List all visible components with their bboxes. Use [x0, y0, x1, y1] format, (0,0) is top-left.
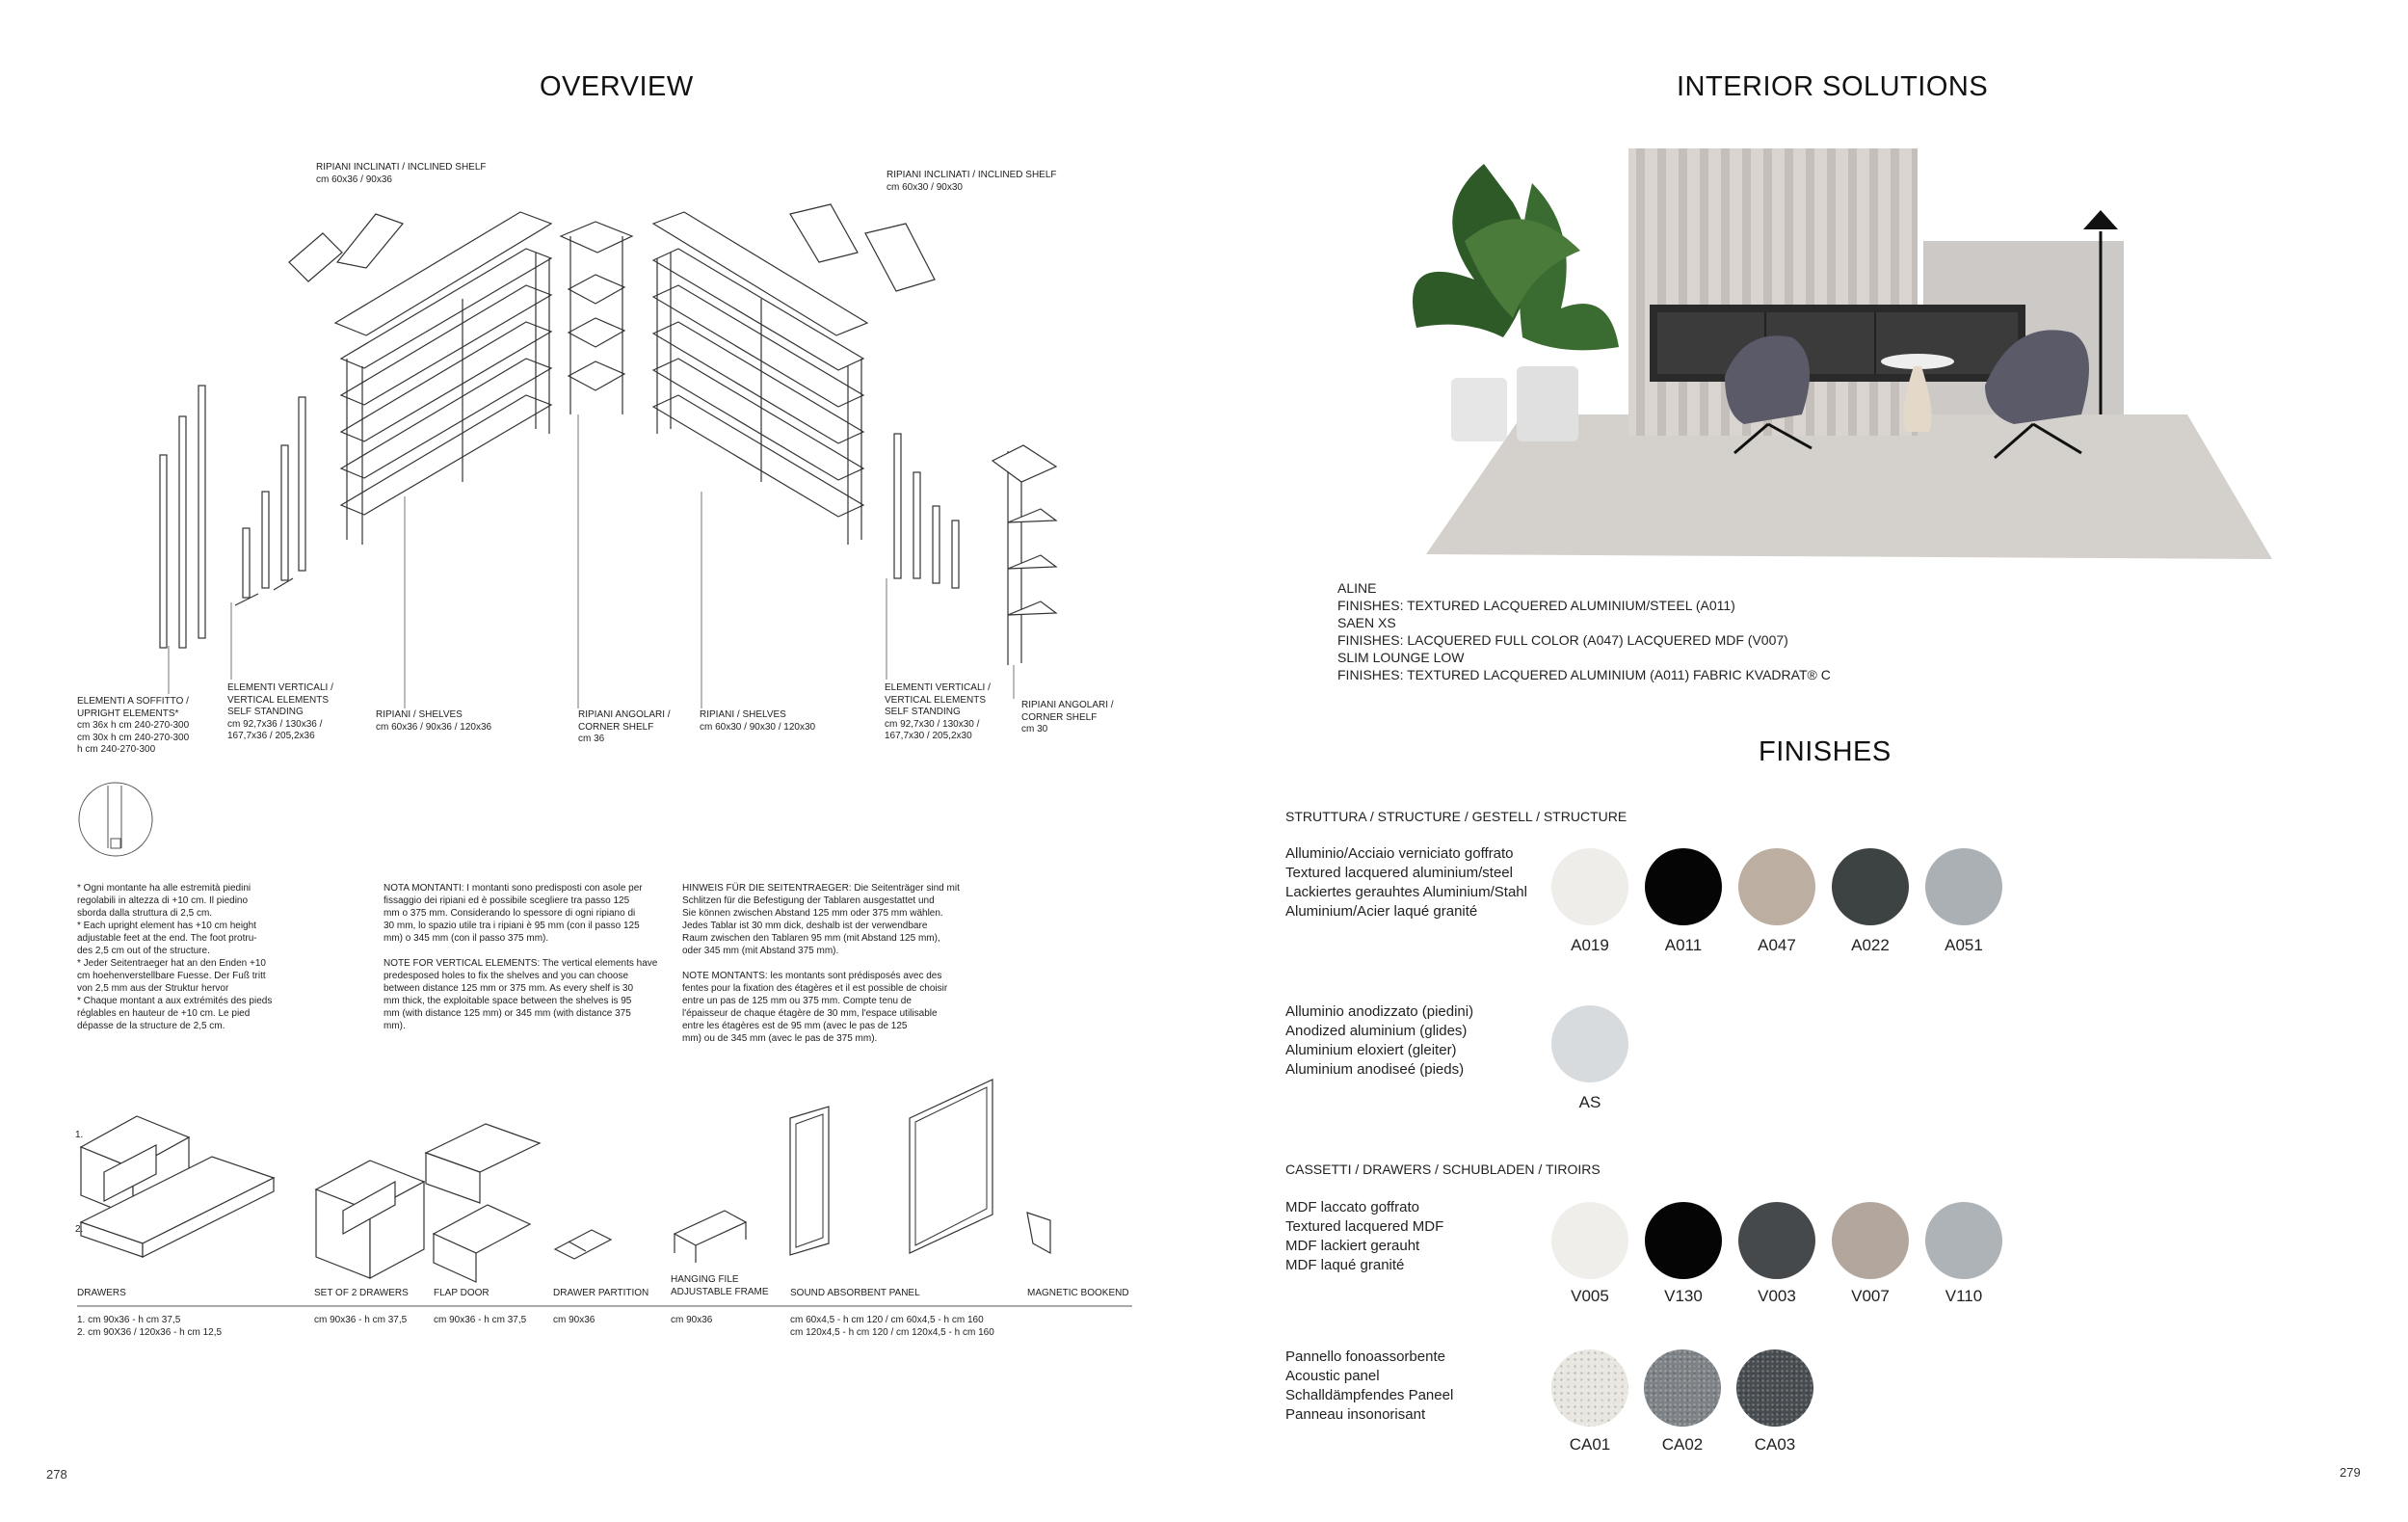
code-v130: V130: [1664, 1287, 1703, 1305]
swatch-ca02: [1644, 1349, 1721, 1427]
label-inclined-shelf-b: RIPIANI INCLINATI / INCLINED SHELF cm 60x30 / 90x30: [886, 170, 1057, 193]
step-2-label: 2.: [75, 1224, 84, 1235]
swatch-v130: [1645, 1202, 1722, 1279]
swatch-ca01: [1551, 1349, 1628, 1427]
code-as: AS: [1578, 1093, 1601, 1111]
swatch-as: [1551, 1005, 1628, 1082]
swatch-a051: [1925, 848, 2002, 925]
sound-panel-small-drawing: [790, 1107, 829, 1255]
notes-col-2: NOTA MONTANTI: I montanti sono predisposti con asole per fissaggio dei ripiani ed è possibile scegliere tra passo 125 mm o 375 mm. Considerando lo spessore di ogni ripiano di 30 mm, lo spazio utile tra i ripiani è 95 mm (con il passo 125 mm) o 345 mm (con il passo 375 mm). NOTE FOR VERTICAL ELEMENTS: The vertical elements have predesposed holes to fix the shelves and you can choose between distance 125 mm or 375 mm. As every shelf is 30 mm thick, the exploitable space between the shelves is 95 mm (with distance 125 mm) or 345 mm (with distance 375 mm).: [384, 883, 658, 1031]
interior-solutions-title: INTERIOR SOLUTIONS: [1677, 71, 1989, 102]
label-inclined-shelf-a: RIPIANI INCLINATI / INCLINED SHELF cm 60x36 / 90x36: [316, 162, 487, 185]
label-corner-shelf-a: RIPIANI ANGOLARI / CORNER SHELF cm 36: [578, 709, 671, 744]
drawers-group1-desc: MDF laccato goffrato Textured lacquered MDF MDF lackiert gerauht MDF laqué granité: [1285, 1199, 1444, 1273]
code-v003: V003: [1758, 1287, 1796, 1305]
acc-set-of-2-drawers-label: SET OF 2 DRAWERS: [314, 1288, 409, 1298]
acc-magnetic-bookend-label: MAGNETIC BOOKEND: [1027, 1288, 1129, 1298]
page-number-left: 278: [46, 1467, 67, 1482]
set-of-2-drawers-drawing: [316, 1161, 424, 1278]
swatch-a047: [1738, 848, 1815, 925]
structure-group1-desc: Alluminio/Acciaio verniciato goffrato Textured lacquered aluminium/steel Lackiertes gerauhtes Aluminium/Stahl Aluminium/Acier laqué granité: [1285, 845, 1527, 920]
acc-drawers-label: DRAWERS: [77, 1288, 126, 1298]
code-a047: A047: [1758, 936, 1796, 954]
acc-drawer-partition-label: DRAWER PARTITION: [553, 1288, 649, 1298]
code-ca02: CA02: [1661, 1435, 1704, 1454]
label-shelves-b: RIPIANI / SHELVES cm 60x30 / 90x30 / 120x30: [700, 709, 816, 733]
swatch-a019: [1551, 848, 1628, 925]
code-a011: A011: [1664, 936, 1703, 954]
acc-flap-door-label: FLAP DOOR: [434, 1288, 490, 1298]
flap-door-drawing: [426, 1124, 540, 1282]
label-vertical-elements-a: ELEMENTI VERTICALI / VERTICAL ELEMENTS SELF STANDING cm 92,7x36 / 130x36 / 167,7x36 / 205,2x36: [227, 682, 333, 741]
plants: [1413, 164, 1619, 441]
label-shelves-a: RIPIANI / SHELVES cm 60x36 / 90x36 / 120x36: [376, 709, 492, 733]
label-ceiling-elements: ELEMENTI A SOFFITTO / UPRIGHT ELEMENTS* cm 36x h cm 240-270-300 cm 30x h cm 240-270-300 h cm 240-270-300: [77, 696, 190, 755]
label-corner-shelf-b: RIPIANI ANGOLARI / CORNER SHELF cm 30: [1021, 700, 1114, 734]
swatch-ca03: [1736, 1349, 1813, 1427]
step-1-label: 1.: [75, 1130, 84, 1140]
code-a051: A051: [1945, 936, 1983, 954]
acc-sound-panel-dims: cm 60x4,5 - h cm 120 / cm 60x4,5 - h cm 160 cm 120x4,5 - h cm 120 / cm 120x4,5 - h cm 160: [790, 1315, 994, 1338]
code-ca01: CA01: [1569, 1435, 1611, 1454]
notes-col-1: * Ogni montante ha alle estremità piedini regolabili in altezza di +10 cm. Il piedino sborda dalla struttura di 2,5 cm. * Each upright element has +10 cm height adjustable feet at the end. The foot protru- des 2,5 cm out of the structure. * Jeder Seitentraeger hat an den Enden +10 cm hoehenverstellbare Fuesse. Der Fuß tritt von 2,5 mm aus der Struktur hervor * Chaque montant a aux extrémités des pieds réglables en hauteur de +10 cm. Le pied dépasse de la structure de 2,5 cm.: [77, 883, 273, 1031]
code-a019: A019: [1571, 936, 1609, 954]
interior-photo: [1339, 125, 2284, 569]
overview-title: OVERVIEW: [540, 71, 694, 102]
acc-drawer-partition-dims: cm 90x36: [553, 1315, 595, 1325]
code-v005: V005: [1571, 1287, 1609, 1305]
label-vertical-elements-b: ELEMENTI VERTICALI / VERTICAL ELEMENTS SELF STANDING cm 92,7x30 / 130x30 / 167,7x30 / 205,2x30: [885, 682, 991, 741]
swatch-a022: [1832, 848, 1909, 925]
structure-heading: STRUTTURA / STRUCTURE / GESTELL / STRUCTURE: [1285, 809, 1627, 824]
swatch-v110: [1925, 1202, 2002, 1279]
acc-hanging-file-dims: cm 90x36: [671, 1315, 713, 1325]
hanging-file-drawing: [675, 1211, 746, 1263]
code-v110: V110: [1945, 1287, 1983, 1305]
swatch-v003: [1738, 1202, 1815, 1279]
drawer-partition-drawing: [555, 1230, 611, 1259]
finishes-title: FINISHES: [1759, 736, 1892, 767]
swatch-a011: [1645, 848, 1722, 925]
code-ca03: CA03: [1754, 1435, 1796, 1454]
interior-caption: ALINE FINISHES: TEXTURED LACQUERED ALUMINIUM/STEEL (A011) SAEN XS FINISHES: LACQUERED FULL COLOR (A047) LACQUERED MDF (V007) SLIM LOUNGE LOW FINISHES: TEXTURED LACQUERED ALUMINIUM (A011) FABRIC KVADRAT® C: [1337, 580, 1831, 682]
structure-group2-desc: Alluminio anodizzato (piedini) Anodized aluminium (glides) Aluminium eloxiert (gleiter) Aluminium anodiseé (pieds): [1285, 1003, 1474, 1078]
acc-drawers-dims: 1. cm 90x36 - h cm 37,5 2. cm 90X36 / 120x36 - h cm 12,5: [77, 1315, 223, 1338]
swatch-v007: [1832, 1202, 1909, 1279]
acc-hanging-file-label: HANGING FILE ADJUSTABLE FRAME: [671, 1274, 769, 1297]
acc-sound-panel-label: SOUND ABSORBENT PANEL: [790, 1288, 920, 1298]
sound-panel-large-drawing: [910, 1080, 992, 1253]
code-a022: A022: [1851, 936, 1890, 954]
magnetic-bookend-drawing: [1027, 1213, 1050, 1253]
notes-col-3: HINWEIS FÜR DIE SEITENTRAEGER: Die Seitenträger sind mit Schlitzen für die Befestigung der Tablaren ausgestattet und Sie können zwischen Abstand 125 mm oder 375 mm wählen. Jedes Tablar ist 30 mm dick, deshalb ist der verwendbare Raum zwischen den Tablaren 95 mm (mit Abstand 125 mm), oder 345 mm (mit Abstand 375 mm). NOTE MONTANTS: les montants sont prédisposés avec des fentes pour la fixation des étagères et il est possible de choisir entre un pas de 125 mm ou 375 mm. Compte tenu de l'épaisseur de chaque étagère de 30 mm, l'espace utilisable entre les étagères est de 95 mm (avec le pas de 125 mm) ou de 345 mm (avec le pas de 375 mm).: [682, 883, 960, 1044]
page-number-right: 279: [2340, 1465, 2361, 1480]
acc-set-of-2-drawers-dims: cm 90x36 - h cm 37,5: [314, 1315, 408, 1325]
drawers-heading: CASSETTI / DRAWERS / SCHUBLADEN / TIROIRS: [1285, 1162, 1601, 1177]
drawers-group2-desc: Pannello fonoassorbente Acoustic panel Schalldämpfendes Paneel Panneau insonorisant: [1285, 1348, 1454, 1423]
swatch-v005: [1551, 1202, 1628, 1279]
acc-flap-door-dims: cm 90x36 - h cm 37,5: [434, 1315, 527, 1325]
code-v007: V007: [1851, 1287, 1890, 1305]
